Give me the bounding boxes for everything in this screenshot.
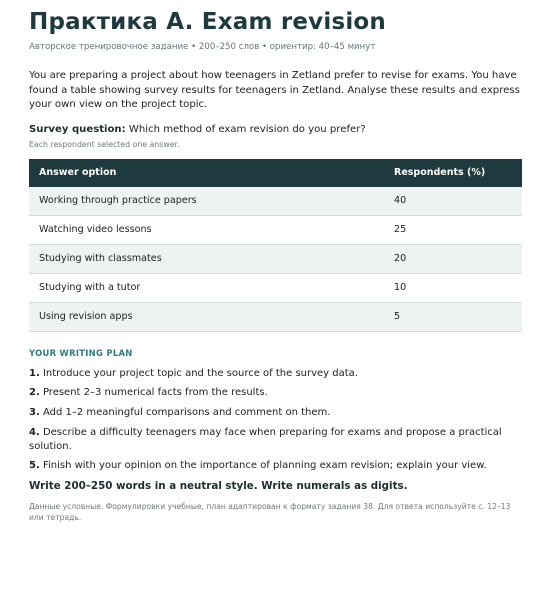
table-row [29, 215, 522, 244]
table-row [29, 244, 522, 273]
row-value: 40 [384, 187, 522, 216]
survey-question [29, 124, 521, 135]
plan-step-number: 2. [29, 387, 40, 399]
row-option: Watching video lessons [29, 215, 384, 244]
survey-note: Each respondent selected one answer. [29, 139, 180, 149]
task-meta: Авторское тренировочное задание • 200–250 слов • ориентир: 40–45 минут [29, 42, 376, 52]
row-option: Studying with a tutor [29, 273, 384, 302]
plan-step [29, 459, 521, 473]
plan-step-text: Introduce your project topic and the source of the survey data. [42, 367, 358, 379]
survey-results-table [29, 159, 522, 332]
table-header-row [29, 159, 522, 187]
table-row [29, 273, 522, 302]
row-value: 25 [384, 215, 522, 244]
header-respondents: Respondents (%) [384, 159, 522, 187]
writing-instruction: Write 200–250 words in a neutral style. Write numerals as digits. [29, 480, 408, 493]
header-answer-option: Answer option [29, 159, 384, 187]
survey-question-text: Which method of exam revision do you prefer? [128, 123, 366, 135]
plan-step [29, 386, 521, 400]
plan-step-text: Add 1–2 meaningful comparisons and comment on them. [42, 406, 331, 418]
writing-plan-title: YOUR WRITING PLAN [29, 347, 133, 358]
plan-step-number: 5. [29, 460, 40, 472]
plan-step-text: Finish with your opinion on the importance of planning exam revision; explain your view. [42, 460, 487, 472]
plan-step-text: Describe a difficulty teenagers may face when preparing for exams and propose a practical solution. [29, 426, 502, 452]
page-title: Практика A. Exam revision [29, 9, 387, 35]
row-value: 10 [384, 273, 522, 302]
row-option: Studying with classmates [29, 244, 384, 273]
plan-step [29, 406, 521, 420]
table-row [29, 302, 522, 331]
row-option: Using revision apps [29, 302, 384, 331]
row-value: 5 [384, 302, 522, 331]
table-row [29, 187, 522, 216]
plan-step-number: 4. [29, 426, 40, 438]
writing-plan-list [29, 367, 521, 473]
plan-step [29, 367, 521, 381]
row-option: Working through practice papers [29, 187, 384, 216]
plan-step-number: 1. [29, 367, 40, 379]
survey-question-label: Survey question: [29, 123, 126, 135]
task-intro: You are preparing a project about how teenagers in Zetland prefer to revise for exams. You have found a table showing survey results for teenagers in Zetland. Analyse these results and express your own view on the project topic. [29, 70, 520, 111]
plan-step [29, 426, 521, 454]
footnote: Данные условные. Формулировки учебные, план адаптирован к формату задания 38. Для ответа используйте с. 12–13 или тетрадь. [29, 502, 511, 523]
plan-step-number: 3. [29, 406, 40, 418]
row-value: 20 [384, 244, 522, 273]
plan-step-text: Present 2–3 numerical facts from the results. [42, 387, 268, 399]
